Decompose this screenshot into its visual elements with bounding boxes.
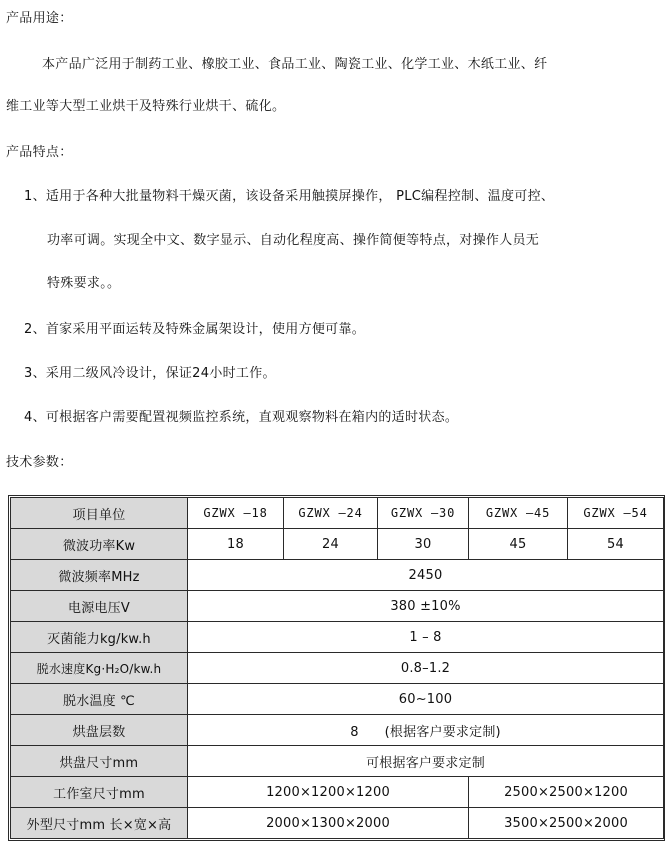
table-row [11, 746, 664, 777]
table-cell: 30 [378, 529, 469, 560]
model-header-18: GZWX –18 [188, 498, 284, 529]
specs-heading: 技术参数： [6, 455, 73, 470]
row-label: 脱水温度 ℃ [11, 684, 188, 715]
table-row [11, 622, 664, 653]
table-header-row [11, 498, 664, 529]
model-header-54: GZWX –54 [568, 498, 664, 529]
feature-3: 3、采用二级风冷设计，保证24小时工作。 [24, 366, 276, 381]
spec-table [10, 497, 664, 839]
table-row [11, 684, 664, 715]
table-row [11, 715, 664, 746]
row-label: 电源电压V [11, 591, 188, 622]
row-label: 烘盘尺寸mm [11, 746, 188, 777]
row-label: 烘盘层数 [11, 715, 188, 746]
table-cell: 1200×1200×1200 [188, 777, 469, 808]
table-cell: 2000×1300×2000 [188, 808, 469, 839]
usage-paragraph-line-2: 维工业等大型工业烘干及特殊行业烘干、硫化。 [6, 99, 286, 114]
table-row [11, 591, 664, 622]
table-cell: 54 [568, 529, 664, 560]
model-header-30: GZWX –30 [378, 498, 469, 529]
feature-1-line-3: 特殊要求。。 [47, 276, 121, 291]
table-cell: 24 [284, 529, 378, 560]
table-cell: 18 [188, 529, 284, 560]
row-label: 外型尺寸mm 长×宽×高 [11, 808, 188, 839]
table-cell: 8 (根据客户要求定制) [188, 715, 664, 746]
table-cell: 60~100 [188, 684, 664, 715]
usage-paragraph-line-1: 本产品广泛用于制药工业、橡胶工业、食品工业、陶瓷工业、化学工业、木纸工业、纤 [42, 57, 548, 72]
table-cell: 3500×2500×2000 [469, 808, 664, 839]
model-header-24: GZWX –24 [284, 498, 378, 529]
table-cell: 0.8–1.2 [188, 653, 664, 684]
table-cell: 1 – 8 [188, 622, 664, 653]
table-row [11, 808, 664, 839]
row-label: 微波频率MHz [11, 560, 188, 591]
table-row [11, 560, 664, 591]
feature-1-line-2: 功率可调。实现全中文、数字显示、自动化程度高、操作简便等特点，对操作人员无 [47, 233, 540, 248]
feature-2: 2、首家采用平面运转及特殊金属架设计，使用方便可靠。 [24, 322, 366, 337]
usage-heading: 产品用途： [6, 11, 73, 26]
table-cell: 可根据客户要求定制 [188, 746, 664, 777]
row-label: 工作室尺寸mm [11, 777, 188, 808]
table-cell: 2450 [188, 560, 664, 591]
model-header-45: GZWX –45 [469, 498, 568, 529]
row-label: 脱水速度Kg·H₂O/kw.h [11, 653, 188, 684]
row-label: 灭菌能力kg/kw.h [11, 622, 188, 653]
feature-1-line-1: 1、适用于各种大批量物料干燥灭菌，该设备采用触摸屏操作， PLC编程控制、温度可控、 [24, 189, 555, 204]
table-row [11, 529, 664, 560]
table-cell: 45 [469, 529, 568, 560]
features-heading: 产品特点： [6, 145, 73, 160]
table-row [11, 653, 664, 684]
table-row [11, 777, 664, 808]
header-label-cell: 项目单位 [11, 498, 188, 529]
table-cell: 2500×2500×1200 [469, 777, 664, 808]
table-cell: 380 ±10% [188, 591, 664, 622]
feature-4: 4、可根据客户需要配置视频监控系统，直观观察物料在箱内的适时状态。 [24, 410, 459, 425]
row-label: 微波功率Kw [11, 529, 188, 560]
